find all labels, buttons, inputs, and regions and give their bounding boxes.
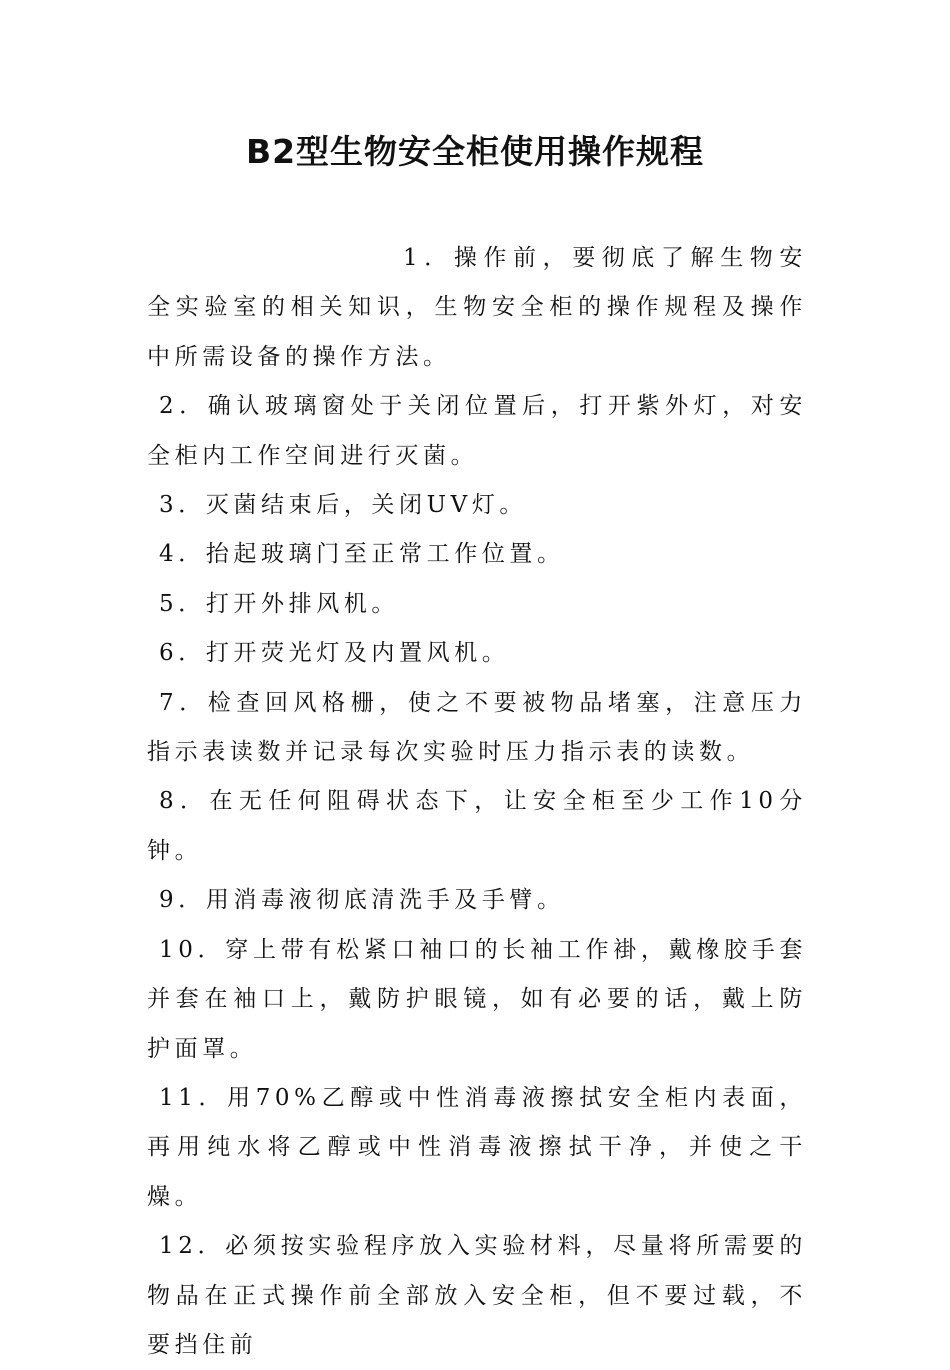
paragraph-step-11: 11．用70%乙醇或中性消毒液擦拭安全柜内表面，再用纯水将乙醇或中性消毒液擦拭干净，并使之干燥。 bbox=[147, 1084, 807, 1210]
paragraph-step-3: 3．灭菌结束后，关闭UV灯。 bbox=[159, 492, 528, 519]
paragraph-step-9: 9．用消毒液彻底清洗手及手臂。 bbox=[159, 887, 565, 914]
paragraph-step-8: 8．在无任何阻碍状态下，让安全柜至少工作10分钟。 bbox=[147, 788, 807, 864]
paragraph-step-6: 6．打开荧光灯及内置风机。 bbox=[159, 640, 510, 667]
document-title: B2型生物安全柜使用操作规程 bbox=[245, 132, 705, 171]
paragraph-step-7: 7．检查回风格栅，使之不要被物品堵塞，注意压力指示表读数并记录每次实验时压力指示表的读数。 bbox=[147, 689, 807, 766]
paragraph-step-10: 10．穿上带有松紧口袖口的长袖工作褂，戴橡胶手套并套在袖口上，戴防护眼镜，如有必要的话，戴上防护面罩。 bbox=[147, 936, 807, 1062]
paragraph-step-5: 5．打开外排风机。 bbox=[159, 590, 400, 617]
document-body bbox=[147, 234, 807, 1358]
paragraph-step-12: 12．必须按实验程序放入实验材料，尽量将所需要的物品在正式操作前全部放入安全柜，但不要过载，不要挡住前 bbox=[147, 1233, 807, 1358]
paragraph-step-4: 4．抬起玻璃门至正常工作位置。 bbox=[159, 541, 565, 568]
paragraph-step-1: 1．操作前，要彻底了解生物安全实验室的相关知识，生物安全柜的操作规程及操作中所需设备的操作方法。 bbox=[147, 245, 807, 370]
paragraph-step-2: 2．确认玻璃窗处于关闭位置后，打开紫外灯，对安全柜内工作空间进行灭菌。 bbox=[147, 393, 807, 469]
